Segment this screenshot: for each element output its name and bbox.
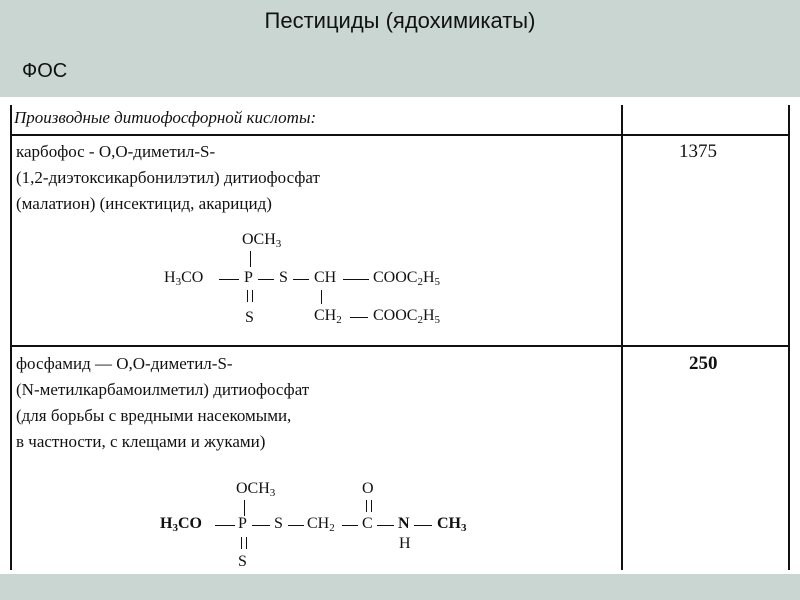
table-row-divider-2 [10, 345, 790, 347]
row-2-line-1: фосфамид — О,О-диметил-S- [16, 354, 233, 373]
row-2-h: H [399, 535, 411, 552]
table-right-border [788, 105, 790, 570]
slide-title: Пестициды (ядохимикаты) [264, 8, 536, 33]
row-1-bond-p-och3 [250, 251, 251, 267]
row-1-p: P [244, 269, 253, 286]
row-1-bond-ch-ch2 [321, 290, 322, 304]
row-1-bond-h3co-p [219, 279, 239, 280]
row-1-double-bond-b [252, 290, 253, 302]
row-1-och3: $OCH_3$ [242, 231, 282, 250]
row-2-p: P [238, 515, 247, 532]
section-label: ФОС [22, 60, 68, 82]
row-2-bond-ch2-c [342, 525, 358, 526]
row-2-line-4: в частности, с клещами и жуками) [16, 432, 266, 451]
row-1-s-thio: S [279, 269, 288, 286]
row-2-h3co: $H_3CO$ [160, 515, 202, 534]
row-2-bond-p-s [252, 525, 270, 526]
table-caption: Производные дитиофосфорной кислоты: [14, 108, 317, 127]
document-scan [0, 97, 800, 574]
row-1-bond-p-s [258, 279, 274, 280]
row-1-double-bond-a [247, 290, 248, 302]
row-2-ch2: $CH_2$ [307, 515, 335, 534]
row-1-cooc2h5-bottom: $COOC_2H_5$ [373, 307, 441, 326]
row-2-line-3: (для борьбы с вредными насекомыми, [16, 406, 292, 425]
row-1-ch: CH [314, 269, 337, 286]
row-1-cooc2h5-top: $COOC_2H_5$ [373, 269, 441, 288]
row-2-n: N [398, 515, 410, 532]
row-2-value: 250 [689, 353, 718, 374]
row-2-och3: $OCH_3$ [236, 480, 276, 499]
row-1-line-2: (1,2-диэтоксикарбонилэтил) дитиофосфат [16, 168, 320, 187]
row-2-bond-n-ch3 [414, 525, 432, 526]
row-2-ch3: $CH_3$ [437, 515, 467, 534]
row-1-bond-ch2-cooc2h5 [350, 317, 368, 318]
row-2-ps-double-a [241, 537, 242, 549]
row-1-value: 1375 [679, 141, 717, 162]
row-2-c: C [362, 515, 373, 532]
table-row-divider-1 [10, 134, 790, 136]
row-1-bond-s-ch [293, 279, 309, 280]
row-2-bond-h3co-p [215, 525, 235, 526]
row-2-co-double-b [371, 500, 372, 512]
row-2-co-double-a [366, 500, 367, 512]
table-left-border [10, 105, 12, 570]
row-2-s-double: S [238, 553, 247, 570]
row-1-line-1: карбофос - О,О-диметил-S- [16, 142, 216, 161]
row-2-bond-p-och3 [244, 500, 245, 516]
table-mid-border [621, 105, 623, 570]
row-2-ps-double-b [246, 537, 247, 549]
row-2-bond-c-n [377, 525, 394, 526]
row-1-h3co: $H_3CO$ [164, 269, 204, 288]
row-2-s-thio: S [274, 515, 283, 532]
bottom-bar [0, 574, 800, 600]
row-1-s-double: S [245, 309, 254, 326]
row-1-ch2: $CH_2$ [314, 307, 342, 326]
row-2-bond-s-ch2 [288, 525, 304, 526]
row-2-line-2: (N-метилкарбамоилметил) дитиофосфат [16, 380, 310, 399]
row-1-line-3: (малатион) (инсектицид, акарицид) [16, 194, 272, 213]
row-1-bond-ch-cooc2h5 [343, 279, 369, 280]
row-2-o-top: O [362, 480, 374, 497]
